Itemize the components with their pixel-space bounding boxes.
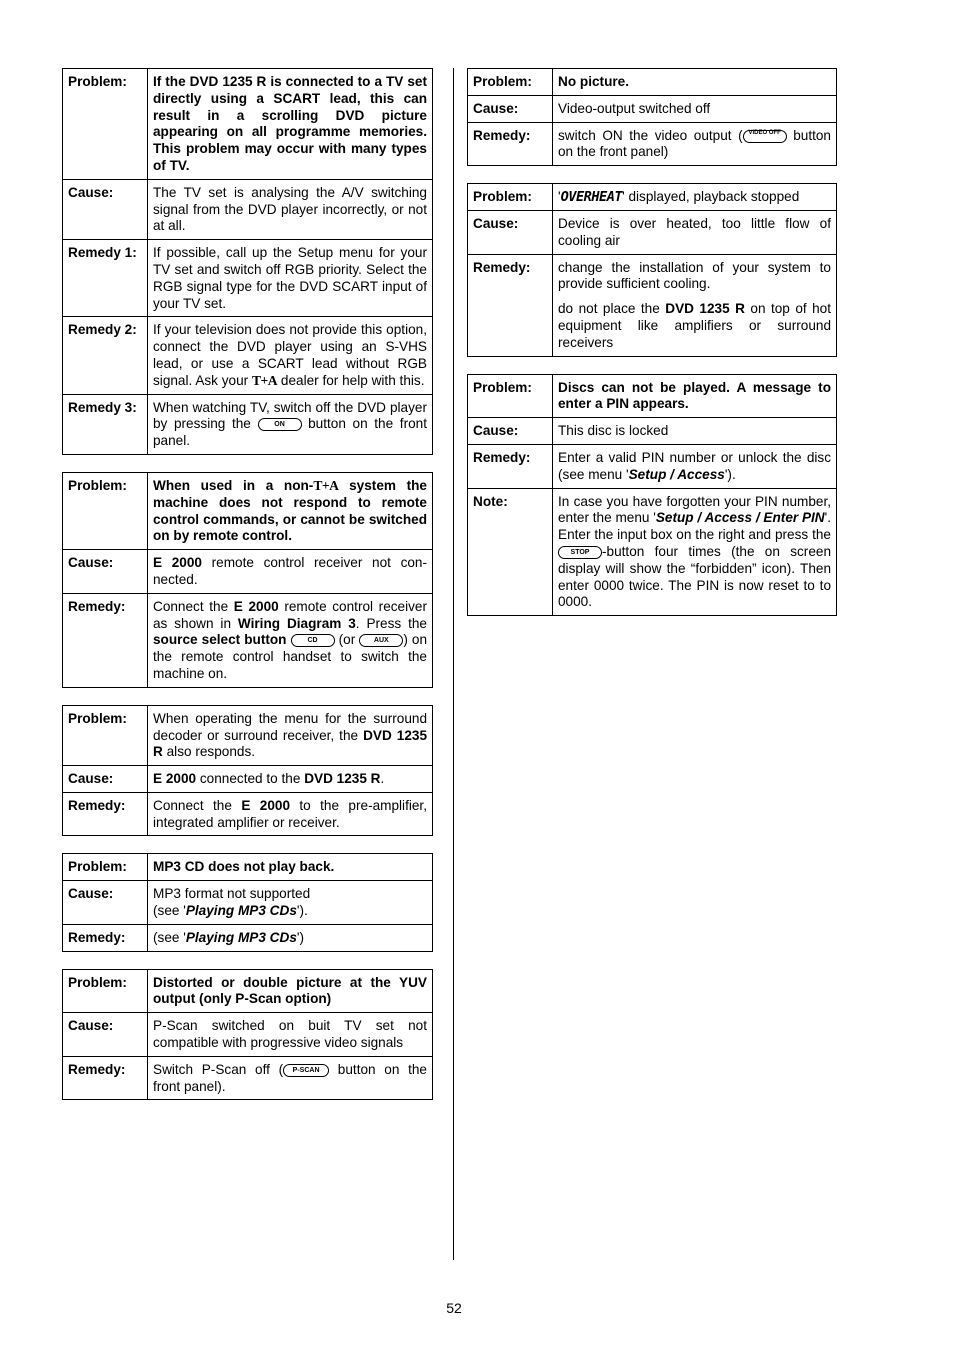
cause-label: Cause: <box>468 210 553 254</box>
problem-label: Problem: <box>468 69 553 96</box>
cause-text: P-Scan switched on buit TV set not compatible with progressive video signals <box>148 1013 433 1057</box>
remedy-text: (see 'Playing MP3 CDs') <box>148 924 433 951</box>
cause-text: Device is over heated, too little flow of cooling air <box>553 210 837 254</box>
remedy3-label: Remedy 3: <box>63 394 148 454</box>
remedy1-label: Remedy 1: <box>63 240 148 317</box>
problem-label: Problem: <box>63 854 148 881</box>
table-row <box>63 766 433 793</box>
problem-text: 'OVERHEAT' displayed, playback stopped <box>553 184 837 211</box>
table-row <box>468 122 837 166</box>
page-number: 52 <box>446 1300 462 1316</box>
troubleshoot-table-no-picture <box>467 68 837 166</box>
remedy3-text: When watching TV, switch off the DVD player by pressing the ON button on the front panel. <box>148 394 433 454</box>
on-button-icon: ON <box>258 418 302 431</box>
table-row <box>468 254 837 356</box>
cause-label: Cause: <box>468 418 553 445</box>
table-row <box>468 488 837 616</box>
problem-text: Discs can not be played. A message to enter a PIN appears. <box>553 374 837 418</box>
remedy1-text: If possible, call up the Setup menu for your TV set and switch off RGB priority. Select the RGB signal type for the DVD SCART input of your TV set. <box>148 240 433 317</box>
problem-text: If the DVD 1235 R is connected to a TV set directly using a SCART lead, this can result in a scrolling DVD picture appearing on all programme memories. This problem may occur with many types of TV. <box>148 69 433 180</box>
problem-label: Problem: <box>468 374 553 418</box>
table-row <box>63 472 433 549</box>
problem-label: Problem: <box>63 69 148 180</box>
remedy-label: Remedy: <box>468 254 553 356</box>
left-column <box>62 68 433 1117</box>
table-row <box>63 1056 433 1100</box>
table-row <box>63 792 433 836</box>
note-text: In case you have forgotten your PIN number, enter the menu 'Setup / Access / Enter PIN'. Enter the input box on the right and press the STOP -button four times (the on screen display will show the “forbidden” icon). Then enter 0000 twice. The PIN is now reset to to 0000. <box>553 488 837 616</box>
cause-text: E 2000 remote control receiver not con-nected. <box>148 550 433 594</box>
ta-logo: T+A <box>313 477 339 493</box>
table-row <box>63 705 433 765</box>
troubleshoot-table-remote <box>62 472 433 688</box>
remedy-label: Remedy: <box>63 924 148 951</box>
video-off-button-icon: VIDEO OFF <box>743 130 787 143</box>
aux-button-icon: AUX <box>359 634 403 647</box>
cause-label: Cause: <box>63 550 148 594</box>
table-row <box>63 240 433 317</box>
table-row <box>63 1013 433 1057</box>
remedy-label: Remedy: <box>63 1056 148 1100</box>
table-row <box>63 881 433 925</box>
table-row <box>63 179 433 239</box>
table-row <box>468 444 837 488</box>
cause-label: Cause: <box>63 179 148 239</box>
right-column <box>467 68 837 633</box>
troubleshoot-table-scart <box>62 68 433 455</box>
troubleshoot-table-pin <box>467 374 837 617</box>
troubleshoot-table-surround <box>62 705 433 837</box>
table-row <box>63 550 433 594</box>
cause-label: Cause: <box>63 766 148 793</box>
table-row <box>63 317 433 394</box>
problem-label: Problem: <box>468 184 553 211</box>
remedy-text: change the installation of your system to provide sufficient cooling. do not place the DVD 1235 R on top of hot equipment like amplifiers or surround receivers <box>553 254 837 356</box>
troubleshoot-table-overheat <box>467 183 837 356</box>
table-row <box>468 184 837 211</box>
table-row <box>468 374 837 418</box>
remedy-text: switch ON the video output ( VIDEO OFF button on the front panel) <box>553 122 837 166</box>
remedy-label: Remedy: <box>63 792 148 836</box>
pscan-button-icon: P-SCAN <box>283 1064 329 1077</box>
table-row <box>468 69 837 96</box>
problem-label: Problem: <box>63 472 148 549</box>
remedy2-text: If your television does not provide this option, connect the DVD player using an S-VHS lead, or use a SCART lead without RGB signal. Ask your T+A dealer for help with this. <box>148 317 433 394</box>
table-row <box>63 593 433 687</box>
problem-text: No picture. <box>553 69 837 96</box>
ta-logo: T+A <box>251 372 278 388</box>
cause-text: Video-output switched off <box>553 95 837 122</box>
problem-label: Problem: <box>63 705 148 765</box>
table-row <box>468 418 837 445</box>
remedy-label: Remedy: <box>63 593 148 687</box>
remedy-text: Connect the E 2000 to the pre-amplifier, integrated amplifier or receiver. <box>148 792 433 836</box>
remedy-text: Enter a valid PIN number or unlock the disc (see menu 'Setup / Access'). <box>553 444 837 488</box>
table-row <box>63 394 433 454</box>
problem-text: Distorted or double picture at the YUV output (only P-Scan option) <box>148 969 433 1013</box>
remedy2-label: Remedy 2: <box>63 317 148 394</box>
cause-text: E 2000 connected to the DVD 1235 R. <box>148 766 433 793</box>
remedy-label: Remedy: <box>468 444 553 488</box>
table-row <box>468 210 837 254</box>
table-row <box>63 69 433 180</box>
problem-text: When operating the menu for the surround decoder or surround receiver, the DVD 1235 R also responds. <box>148 705 433 765</box>
cause-label: Cause: <box>63 1013 148 1057</box>
troubleshoot-table-mp3 <box>62 853 433 951</box>
stop-button-icon: STOP <box>558 546 602 559</box>
overheat-display: OVERHEAT <box>560 189 623 206</box>
table-row <box>63 924 433 951</box>
troubleshoot-table-yuv <box>62 969 433 1101</box>
table-row <box>63 854 433 881</box>
remedy-text: Switch P-Scan off ( P-SCAN button on the front panel). <box>148 1056 433 1100</box>
problem-text: When used in a non-T+A system the machine does not respond to remote control commands, or cannot be switched on by remote control. <box>148 472 433 549</box>
cause-label: Cause: <box>63 881 148 925</box>
table-row <box>468 95 837 122</box>
problem-text: MP3 CD does not play back. <box>148 854 433 881</box>
table-row <box>63 969 433 1013</box>
cause-text: MP3 format not supported (see 'Playing MP3 CDs'). <box>148 881 433 925</box>
cause-text: The TV set is analysing the A/V switching signal from the DVD player incorrectly, or not at all. <box>148 179 433 239</box>
cause-text: This disc is locked <box>553 418 837 445</box>
cd-button-icon: CD <box>291 634 335 647</box>
column-divider <box>453 68 454 1260</box>
note-label: Note: <box>468 488 553 616</box>
remedy-text: Connect the E 2000 remote control receiver as shown in Wiring Diagram 3. Press the source select button CD (or AUX ) on the remote control handset to switch the machine on. <box>148 593 433 687</box>
problem-label: Problem: <box>63 969 148 1013</box>
cause-label: Cause: <box>468 95 553 122</box>
remedy-label: Remedy: <box>468 122 553 166</box>
